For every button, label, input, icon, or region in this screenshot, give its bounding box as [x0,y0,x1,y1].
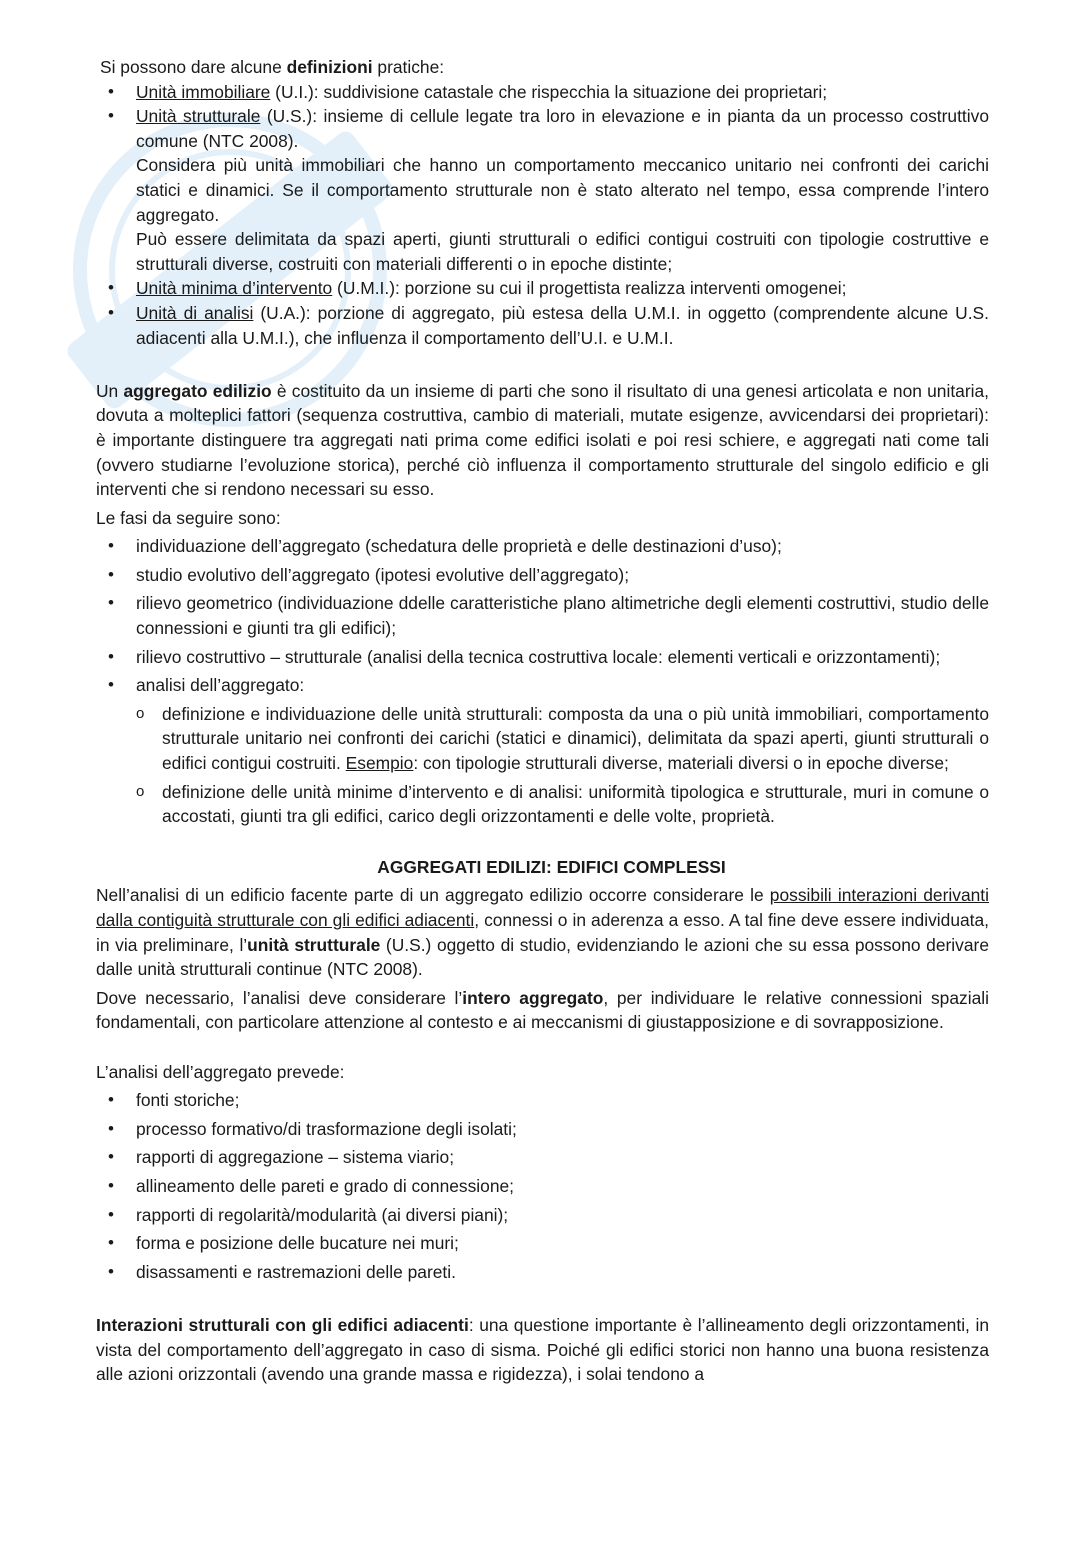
list-item: • rapporti di regolarità/modularità (ai diversi piani); [96,1203,989,1228]
interazioni-strutturali-paragraph: Interazioni strutturali con gli edifici adiacenti: una questione importante è l’allineamento degli orizzontamenti, in vista del comportamento dell’aggregato in caso di sisma. Poiché gli edifici storici non hanno una buona resistenza alle azioni orizzontali (avendo una grande massa e rigidezza), i solai tendono a [96,1314,989,1385]
fasi-intro: Le fasi da seguire sono: [96,507,281,528]
list-item: • individuazione dell’aggregato (schedatura delle proprietà e delle destinazioni d’uso); [96,534,989,559]
analisi-intro: L’analisi dell’aggregato prevede: [96,1061,345,1082]
list-item: • Unità di analisi (U.A.): porzione di aggregato, più estesa della U.M.I. in oggetto (comprendente alcune U.S. adiacenti alla U.M.I.), che influenza il comportamento dell’U.I. e U.M.I. [96,301,989,350]
document-page [96,55,989,1387]
interazioni-paragraph: Nell’analisi di un edificio facente parte di un aggregato edilizio occorre considerare le possibili interazioni derivanti dalla contiguità strutturale con gli edifici adiacenti, connessi o in aderenza a esso. A tal fine deve essere individuata, in via preliminare, l’unità strutturale (U.S.) oggetto di studio, evidenziando le azioni che su essa possono derivare dalle unità strutturali continue (NTC 2008). [96,885,990,980]
list-item: • fonti storiche; [96,1088,989,1113]
aggregato-paragraph: Un aggregato edilizio è costituito da un insieme di parti che sono il risultato di una genesi articolata e non unitaria, dovuta a molteplici fattori (sequenza costruttiva, cambio di materiali, mutate esigenze, avvicendarsi dei proprietari): è importante distinguere tra aggregati nati prima come edifici isolati e poi resi schiere, e aggregati nati come tali (ovvero studiarne l’evoluzione storica), perché ciò influenza il comportamento strutturale del singolo edificio e gli interventi che si rendono necessari su esso. [96,380,990,500]
sub-list-item: o definizione delle unità minime d’intervento e di analisi: uniformità tipologica e strutturale, muri in comune o accostati, giunti tra gli edifici, carico degli orizzontamenti e delle volte, proprietà. [96,780,989,829]
intro-line: Si possono dare alcune definizioni pratiche: [100,57,445,77]
section-heading: AGGREGATI EDILIZI: EDIFICI COMPLESSI [377,856,726,877]
list-item: • studio evolutivo dell’aggregato (ipotesi evolutive dell’aggregato); [96,563,989,588]
list-item: • Unità immobiliare (U.I.): suddivisione catastale che rispecchia la situazione dei proprietari; [96,80,989,105]
bold-term: definizioni [286,57,373,77]
analisi-sublist [96,702,989,829]
intero-aggregato-paragraph: Dove necessario, l’analisi deve considerare l’intero aggregato, per individuare le relative connessioni spaziali fondamentali, con particolare attenzione al contesto e ai meccanismi di giustapposizione e di sovrapposizione. [96,987,989,1033]
list-item: • processo formativo/di trasformazione degli isolati; [96,1117,989,1142]
sub-list-item: o definizione e individuazione delle unità strutturali: composta da una o più unità immobiliari, comportamento strutturale unitario nei confronti dei carichi (statici e dinamici), delimitata da spazi aperti, giunti strutturali o edifici contigui costruiti. Esempio: con tipologie strutturali diverse, materiali diversi o in epoche diverse; [96,702,989,776]
list-item: • Unità minima d’intervento (U.M.I.): porzione su cui il progettista realizza interventi omogenei; [96,276,989,301]
fasi-list [96,534,989,698]
list-item: • rilievo geometrico (individuazione ddelle caratteristiche plano altimetriche degli elementi costruttivi, studio delle connessioni e giunti tra gli edifici); [96,591,989,640]
list-item: • disassamenti e rastremazioni delle pareti. [96,1260,989,1285]
definitions-list [96,80,989,351]
list-item: • allineamento delle pareti e grado di connessione; [96,1174,989,1199]
list-item: • forma e posizione delle bucature nei muri; [96,1231,989,1256]
list-item: • analisi dell’aggregato: [96,673,989,698]
list-item: • Unità strutturale (U.S.): insieme di cellule legate tra loro in elevazione e in pianta da un processo costruttivo comune (NTC 2008). Considera più unità immobiliari che hanno un comportamento meccanico unitario nei confronti dei carichi statici e dinamici. Se il comportamento strutturale non è stato alterato nel tempo, essa comprende l’intero aggregato. Può essere delimitata da spazi aperti, giunti strutturali o edifici contigui costruiti con tipologie costruttive e strutturali diverse, costruiti con materiali differenti o in epoche distinte; [96,104,989,276]
list-item: • rilievo costruttivo – strutturale (analisi della tecnica costruttiva locale: elementi verticali e orizzontamenti); [96,645,989,670]
list-item: • rapporti di aggregazione – sistema viario; [96,1145,989,1170]
analisi-list [96,1088,989,1284]
